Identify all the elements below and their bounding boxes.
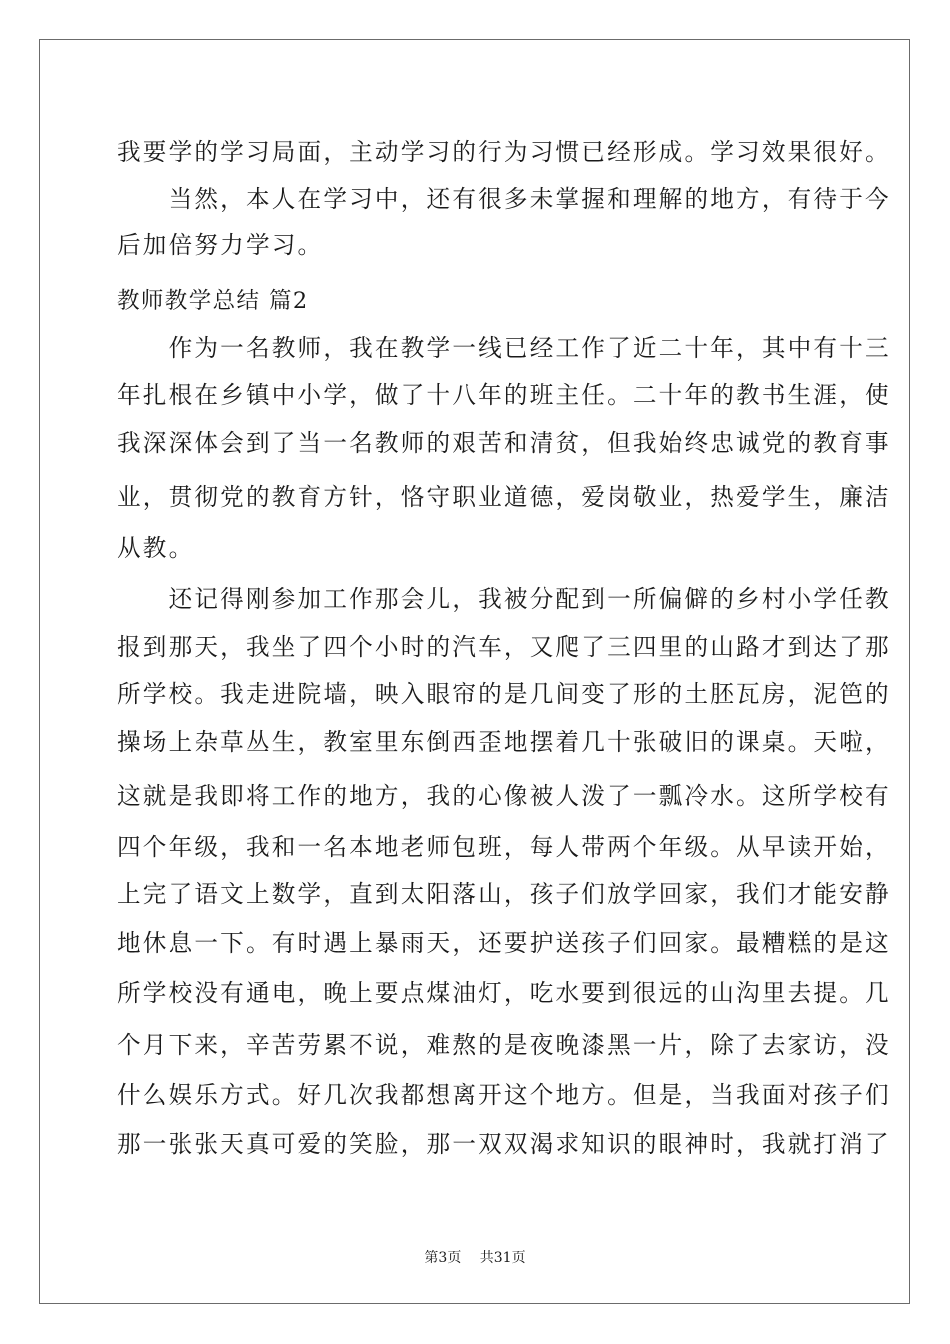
text-line: 后加倍努力学习。	[117, 231, 324, 259]
text-line: 所学校没有通电，晚上要点煤油灯，吃水要到很远的山沟里去提。几	[117, 979, 891, 1007]
text-line: 报到那天，我坐了四个小时的汽车，又爬了三四里的山路才到达了那	[117, 633, 891, 661]
text-line: 作为一名教师，我在教学一线已经工作了近二十年，其中有十三	[117, 334, 891, 362]
text-line: 我深深体会到了当一名教师的艰苦和清贫，但我始终忠诚党的教育事	[117, 429, 891, 457]
section-heading: 教师教学总结 篇2	[117, 288, 309, 314]
page-number: 第3页 共31页	[424, 1250, 526, 1266]
text-line: 什么娱乐方式。好几次我都想离开这个地方。但是，当我面对孩子们	[117, 1081, 891, 1109]
text-line: 年扎根在乡镇中小学，做了十八年的班主任。二十年的教书生涯，使	[117, 381, 891, 409]
text-line: 操场上杂草丛生，教室里东倒西歪地摆着几十张破旧的课桌。天啦，	[117, 728, 891, 756]
text-line: 所学校。我走进院墙，映入眼帘的是几间变了形的土胚瓦房，泥笆的	[117, 680, 891, 708]
text-line: 个月下来，辛苦劳累不说，难熬的是夜晚漆黑一片，除了去家访，没	[117, 1031, 891, 1059]
text-line: 我要学的学习局面，主动学习的行为习惯已经形成。学习效果很好。	[117, 138, 891, 166]
text-line: 那一张张天真可爱的笑脸，那一双双渴求知识的眼神时，我就打消了	[117, 1130, 891, 1158]
text-line: 地休息一下。有时遇上暴雨天，还要护送孩子们回家。最糟糕的是这	[117, 929, 891, 957]
page-border	[39, 39, 910, 1304]
text-line: 四个年级，我和一名本地老师包班，每人带两个年级。从早读开始，	[117, 833, 891, 861]
text-line: 当然，本人在学习中，还有很多未掌握和理解的地方，有待于今	[117, 185, 891, 213]
text-line: 业，贯彻党的教育方针，恪守职业道德，爱岗敬业，热爱学生，廉洁	[117, 483, 891, 511]
text-line: 从教。	[117, 534, 195, 562]
text-line: 上完了语文上数学，直到太阳落山，孩子们放学回家，我们才能安静	[117, 880, 891, 908]
text-line: 还记得刚参加工作那会儿，我被分配到一所偏僻的乡村小学任教	[117, 585, 891, 613]
text-line: 这就是我即将工作的地方，我的心像被人泼了一瓢冷水。这所学校有	[117, 782, 891, 810]
